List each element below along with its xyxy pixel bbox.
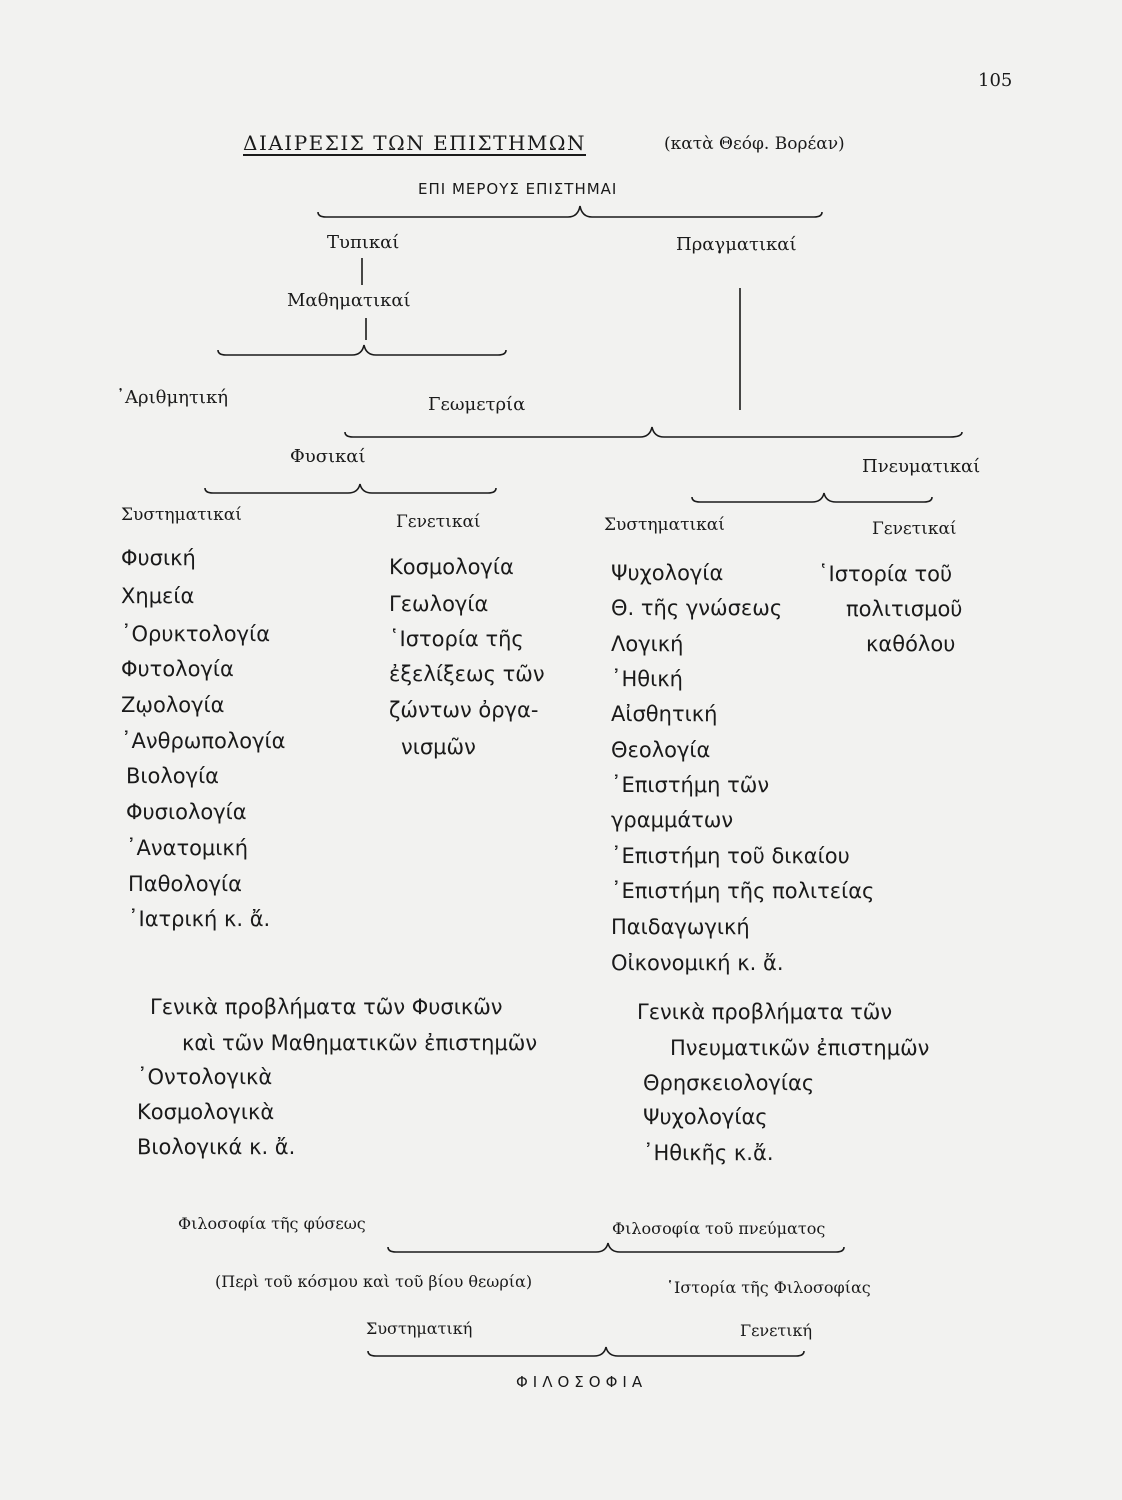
natural-genetic-label: Γενετικαί xyxy=(396,512,481,532)
list-item: ᾿Ηθικῆς κ.ἄ. xyxy=(643,1141,774,1165)
list-item: Βιολογία xyxy=(126,764,220,788)
list-item: Κοσμολογικὰ xyxy=(137,1100,275,1124)
page-title: ΔΙΑΙΡΕΣΙΣ ΤΩΝ ΕΠΙΣΤΗΜΩΝ xyxy=(243,131,586,155)
list-item: ῾Ιστορία τοῦ xyxy=(818,562,953,586)
list-item: πολιτισμοῦ xyxy=(846,597,963,621)
philosophy-of-spirit-label: Φιλοσοφία τοῦ πνεύματος xyxy=(612,1219,826,1238)
real-sciences-label: Πραγματικαί xyxy=(676,234,797,255)
history-of-philosophy-label: ῾Ιστορία τῆς Φιλοσοφίας xyxy=(666,1278,871,1297)
list-item: Βιολογικά κ. ἄ. xyxy=(137,1135,296,1159)
spiritual-problems-heading: Γενικὰ προβλήματα τῶν xyxy=(637,1000,893,1024)
natural-sciences-label: Φυσικαί xyxy=(290,446,366,467)
list-item: Ψυχολογία xyxy=(611,561,724,585)
list-item: ᾿Ιατρική κ. ἄ. xyxy=(128,907,271,931)
philosophy-of-nature-label: Φιλοσοφία τῆς φύσεως xyxy=(178,1214,366,1233)
list-item: Αἰσθητική xyxy=(611,702,718,726)
formal-sciences-label: Τυπικαί xyxy=(327,232,400,253)
mathematics-label: Μαθηματικαί xyxy=(287,290,411,311)
list-item: Φυσιολογία xyxy=(126,800,247,824)
page-number: 105 xyxy=(978,70,1013,91)
list-item: Οἰκονομική κ. ἄ. xyxy=(611,951,784,975)
list-item: Παθολογία xyxy=(128,872,242,896)
spiritual-genetic-label: Γενετικαί xyxy=(872,519,957,539)
list-item: ᾿Ανθρωπολογία xyxy=(121,729,286,753)
list-item: ᾿Επιστήμη τῆς πολιτείας xyxy=(611,879,875,903)
list-item: Ζῳολογία xyxy=(121,693,225,717)
list-item: καθόλου xyxy=(866,632,956,656)
list-item: ζώντων ὀργα- xyxy=(389,698,539,722)
worldview-theory-label: (Περὶ τοῦ κόσμου καὶ τοῦ βίου θεωρία) xyxy=(215,1272,533,1291)
list-item: Χημεία xyxy=(121,584,195,608)
list-item: ᾿Ανατομική xyxy=(126,836,249,860)
root-node-label: ΕΠΙ ΜΕΡΟΥΣ ΕΠΙΣΤΗΜΑΙ xyxy=(418,180,618,198)
list-item: ῾Ιστορία τῆς xyxy=(389,627,524,651)
genetic-philosophy-label: Γενετική xyxy=(740,1321,813,1340)
systematic-philosophy-label: Συστηματική xyxy=(366,1319,473,1338)
list-item: ἐξελίξεως τῶν xyxy=(389,662,545,686)
natural-problems-heading-2: καὶ τῶν Μαθηματικῶν ἐπιστημῶν xyxy=(182,1031,538,1055)
spiritual-problems-heading-2: Πνευματικῶν ἐπιστημῶν xyxy=(670,1036,930,1060)
list-item: ᾿Ορυκτολογία xyxy=(121,622,271,646)
spiritual-systematic-label: Συστηματικαί xyxy=(604,515,725,535)
list-item: Παιδαγωγική xyxy=(611,915,750,939)
natural-systematic-label: Συστηματικαί xyxy=(121,505,242,525)
list-item: Γεωλογία xyxy=(389,592,489,616)
title-attribution: (κατὰ Θεόφ. Βορέαν) xyxy=(664,134,845,154)
list-item: Θ. τῆς γνώσεως xyxy=(611,596,783,620)
list-item: ᾿Επιστήμη τοῦ δικαίου xyxy=(611,844,850,868)
geometry-label: Γεωμετρία xyxy=(428,394,526,415)
natural-problems-heading: Γενικὰ προβλήματα τῶν Φυσικῶν xyxy=(150,995,503,1019)
list-item: ᾿Επιστήμη τῶν xyxy=(611,773,770,797)
arithmetic-label: ᾿Αριθμητική xyxy=(116,387,229,408)
list-item: Θρησκειολογίας xyxy=(643,1071,815,1095)
list-item: ᾿Ηθική xyxy=(611,667,683,691)
list-item: ᾿Οντολογικὰ xyxy=(137,1065,273,1089)
list-item: Φυσική xyxy=(121,546,196,570)
list-item: Λογική xyxy=(611,632,684,656)
list-item: γραμμάτων xyxy=(611,808,734,832)
philosophy-root-label: ΦΙΛΟΣΟΦΙΑ xyxy=(516,1373,648,1391)
list-item: Θεολογία xyxy=(611,738,711,762)
list-item: νισμῶν xyxy=(401,735,476,759)
list-item: Κοσμολογία xyxy=(389,555,514,579)
list-item: Φυτολογία xyxy=(121,657,234,681)
list-item: Ψυχολογίας xyxy=(643,1105,768,1129)
spiritual-sciences-label: Πνευματικαί xyxy=(862,456,981,477)
